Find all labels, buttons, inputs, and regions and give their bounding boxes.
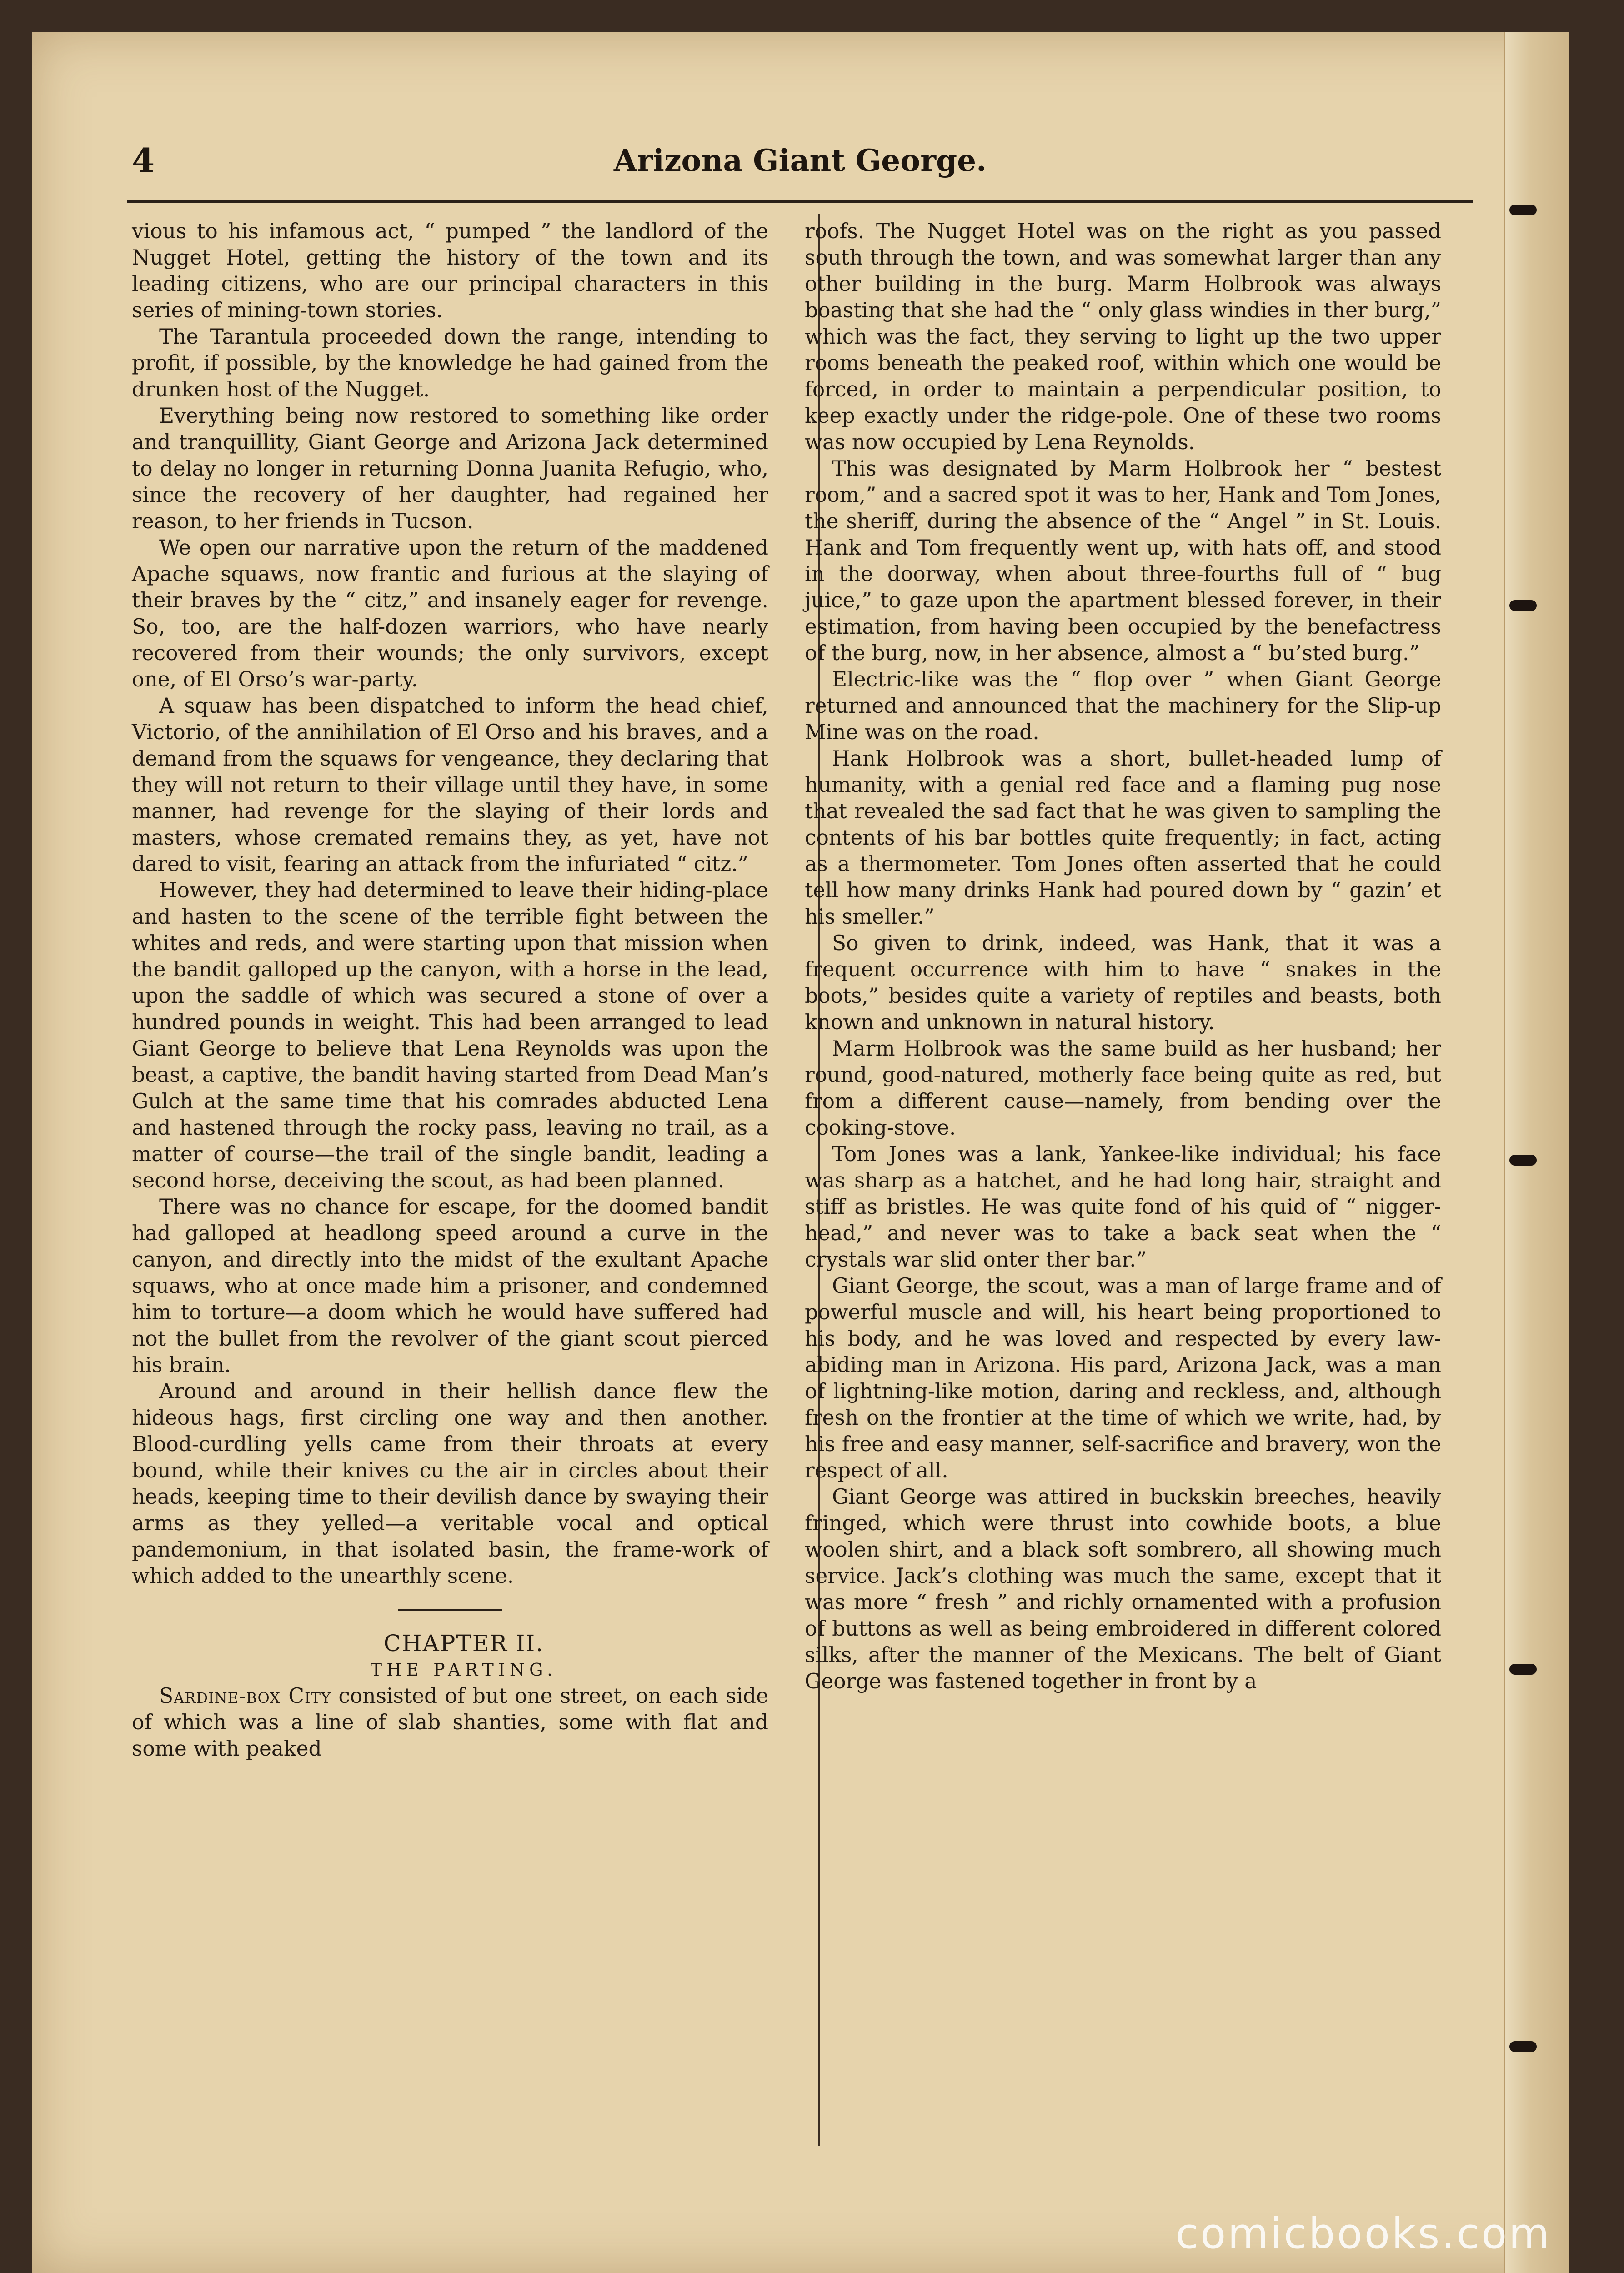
chapter-rule [398, 1609, 502, 1611]
right-column [805, 218, 1441, 1695]
paragraph: Hank Holbrook was a short, bullet-headed lump of humanity, with a genial red face and a flaming pug nose that revealed the sad fact that he was given to sampling the contents of his bar bottles quite frequently; in fact, acting as a thermometer. Tom Jones often asserted that he could tell how many drinks Hank had poured down by “ gazin’ et his smeller.” [805, 746, 1441, 929]
paragraph: Giant George, the scout, was a man of large frame and of powerful muscle and will, his heart being proportioned to his body, and he was loved and respected by every law-abiding man in Arizona. His pard, Arizona Jack, was a man of lightning-like motion, daring and reckless, and, although fresh on the frontier at the time of which we write, had, by his free and easy manner, self-sacrifice and bravery, won the respect of all. [805, 1274, 1441, 1482]
paragraph: A squaw has been dispatched to inform the head chief, Victorio, of the annihilation of El Orso and his braves, and a demand from the squaws for vengeance, they declaring that they will not return to their village until they have, in some manner, had revenge for the slaying of their lords and masters, whose cremated remains they, as yet, have not dared to visit, fearing an attack from the infuriated “ citz.” [132, 694, 768, 876]
chapter-subtitle: THE PARTING. [370, 1660, 557, 1680]
running-title: Arizona Giant George. [613, 143, 987, 178]
paragraph: Electric-like was the “ flop over ” when Giant George returned and announced that the machinery for the Slip-up Mine was on the road. [805, 667, 1441, 744]
binding-hole [1509, 1155, 1537, 1166]
paragraph: Marm Holbrook was the same build as her husband; her round, good-natured, motherly face being quite as red, but from a different cause—namely, from bending over the cooking-stove. [805, 1036, 1441, 1140]
paragraph: roofs. The Nugget Hotel was on the right as you passed south through the town, and was somewhat larger than any other building in the burg. Marm Holbrook was always boasting that she had the “ only glass windies in ther burg,” which was the fact, they serving to light up the two upper rooms beneath the peaked roof, within which one would be forced, in order to maintain a perpendicular position, to keep exactly under the ridge-pole. One of these two rooms was now occupied by Lena Reynolds. [805, 219, 1441, 454]
binding-hole [1509, 600, 1537, 611]
paragraph: However, they had determined to leave their hiding-place and hasten to the scene of the terrible fight between the whites and reds, and were starting upon that mission when the bandit galloped up the canyon, with a horse in the lead, upon the saddle of which was secured a stone of over a hundred pounds in weight. This had been arranged to lead Giant George to believe that Lena Reynolds was upon the beast, a captive, the bandit having started from Dead Man’s Gulch at the same time that his comrades abducted Lena and hastened through the rocky pass, leaving no trail, as a matter of course—the trail of the single bandit, leading a second horse, deceiving the scout, as had been planned. [132, 878, 768, 1192]
page-number: 4 [132, 141, 155, 180]
paragraph: Everything being now restored to something like order and tranquillity, Giant George and Arizona Jack determined to delay no longer in returning Donna Juanita Refugio, who, since the recovery of her daughter, had regained her reason, to her friends in Tucson. [132, 404, 768, 533]
page-spine-edge [1504, 32, 1569, 2273]
binding-hole [1509, 1664, 1537, 1675]
page-header [132, 141, 1469, 191]
paragraph-lead-in: Sardine-box City [159, 1684, 331, 1708]
paragraph [132, 1683, 768, 1762]
watermark: comicbooks.com [1175, 2209, 1551, 2258]
paragraph: Around and around in their hellish dance flew the hideous hags, first circling one way and then another. Blood-curdling yells came from their throats at every bound, while their knives cu the air in circles about their heads, keeping time to their devilish dance by swaying their arms as they yelled—a veritable vocal and optical pandemonium, in that isolated basin, the frame-work of which added to the unearthly scene. [132, 1379, 768, 1588]
paragraph: This was designated by Marm Holbrook her “ bestest room,” and a sacred spot it was to her, Hank and Tom Jones, the sheriff, during the absence of the “ Angel ” in St. Louis. Hank and Tom frequently went up, with hats off, and stood in the doorway, when about three-fourths full of “ bug juice,” to gaze upon the apartment blessed forever, in their estimation, from having been occupied by the benefactress of the burg, now, in her absence, almost a “ bu’sted burg.” [805, 456, 1441, 665]
left-column [132, 218, 768, 1762]
paragraph: We open our narrative upon the return of the maddened Apache squaws, now frantic and furious at the slaying of their braves by the “ citz,” and insanely eager for revenge. So, too, are the half-dozen warriors, who have nearly recovered from their wounds; the only survivors, except one, of El Orso’s war-party. [132, 536, 768, 691]
chapter-heading: CHAPTER II. [383, 1630, 544, 1657]
paragraph: Tom Jones was a lank, Yankee-like individual; his face was sharp as a hatchet, and he had long hair, straight and stiff as bristles. He was quite fond of his quid of “ nigger-head,” and never was to take a back seat when the “ crystals war slid onter ther bar.” [805, 1142, 1441, 1272]
paragraph: There was no chance for escape, for the doomed bandit had galloped at headlong speed around a curve in the canyon, and directly into the midst of the exultant Apache squaws, who at once made him a prisoner, and condemned him to torture—a doom which he would have suffered had not the bullet from the revolver of the giant scout pierced his brain. [132, 1195, 768, 1377]
header-rule [127, 200, 1473, 203]
paragraph: So given to drink, indeed, was Hank, that it was a frequent occurrence with him to have “ snakes in the boots,” besides quite a variety of reptiles and beasts, both known and unknown in natural history. [805, 931, 1441, 1034]
binding-hole [1509, 205, 1537, 215]
binding-hole [1509, 2041, 1537, 2052]
paragraph: The Tarantula proceeded down the range, intending to profit, if possible, by the knowledge he had gained from the drunken host of the Nugget. [132, 325, 768, 401]
paragraph-text: consisted of but one street, on each side of which was a line of slab shanties, some with flat and some with peaked [132, 1684, 768, 1761]
paragraph: vious to his infamous act, “ pumped ” the landlord of the Nugget Hotel, getting the history of the town and its leading citizens, who are our principal characters in this series of mining-town stories. [132, 219, 768, 322]
paragraph: Giant George was attired in buckskin breeches, heavily fringed, which were thrust into cowhide boots, a blue woolen shirt, and a black soft sombrero, all showing much service. Jack’s clothing was much the same, except that it was more “ fresh ” and richly ornamented with a profusion of buttons as well as being embroidered in different colored silks, after the manner of the Mexicans. The belt of Giant George was fastened together in front by a [805, 1485, 1441, 1693]
